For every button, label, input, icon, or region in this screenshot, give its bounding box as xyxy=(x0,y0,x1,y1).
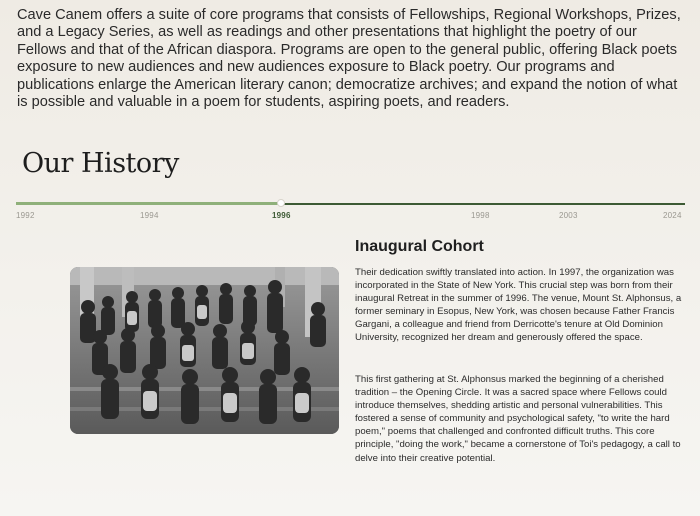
inaugural-cohort-photo xyxy=(70,267,339,434)
intro-paragraph: Cave Canem offers a suite of core programs that consists of Fellowships, Regional Workshops, Prizes, and a Legacy Series, as well as readings and other presentations that highlight the poetry of our Fellows and that of the African diaspora. Programs are open to the general public, offering Black poets exposure to new audiences and new audiences exposure to Black poetry. Our programs and publications enlarge the American literary canon; democratize archives; and expand the notion of what is possible and valuable in a poem for students, aspiring poets, and readers. xyxy=(17,7,681,111)
timeline-remaining-line xyxy=(284,203,685,205)
history-heading: Our History xyxy=(22,148,179,179)
section-paragraph-1: Their dedication swiftly translated into action. In 1997, the organization was incorporated in the State of New York. This crucial step was born from their inaugural Retreat in the summer of 1996. The venue, Mount St. Alphonsus, a former seminary in Esopus, New York, was chosen because Father Francis Gargani, a colleague and friend from Derricotte's tenure at Old Dominion University, recognized her dream and generously offered the space. xyxy=(355,267,682,344)
timeline-progress-line xyxy=(16,202,278,205)
timeline-year-1992[interactable]: 1992 xyxy=(16,211,35,220)
timeline-year-2024[interactable]: 2024 xyxy=(663,211,682,220)
section-title: Inaugural Cohort xyxy=(355,238,484,255)
timeline-year-1994[interactable]: 1994 xyxy=(140,211,159,220)
timeline-year-2003[interactable]: 2003 xyxy=(559,211,578,220)
timeline-year-1996[interactable]: 1996 xyxy=(272,211,291,220)
timeline-handle[interactable] xyxy=(277,199,285,207)
section-paragraph-2: This first gathering at St. Alphonsus marked the beginning of a cherished tradition – the Opening Circle. It was a sacred space where Fellows could introduce themselves, shedding artistic and personal vulnerabilities. This fostered a sense of community and psychological safety, "to write the hard poem," poems that challenged and confronted difficult truths. This core principle, "doing the work," became a cornerstone of Toi's pedagogy, a call to delve into their creative potential. xyxy=(355,374,681,464)
timeline-year-1998[interactable]: 1998 xyxy=(471,211,490,220)
history-timeline[interactable] xyxy=(16,198,685,228)
group-photo-icon xyxy=(70,267,339,434)
